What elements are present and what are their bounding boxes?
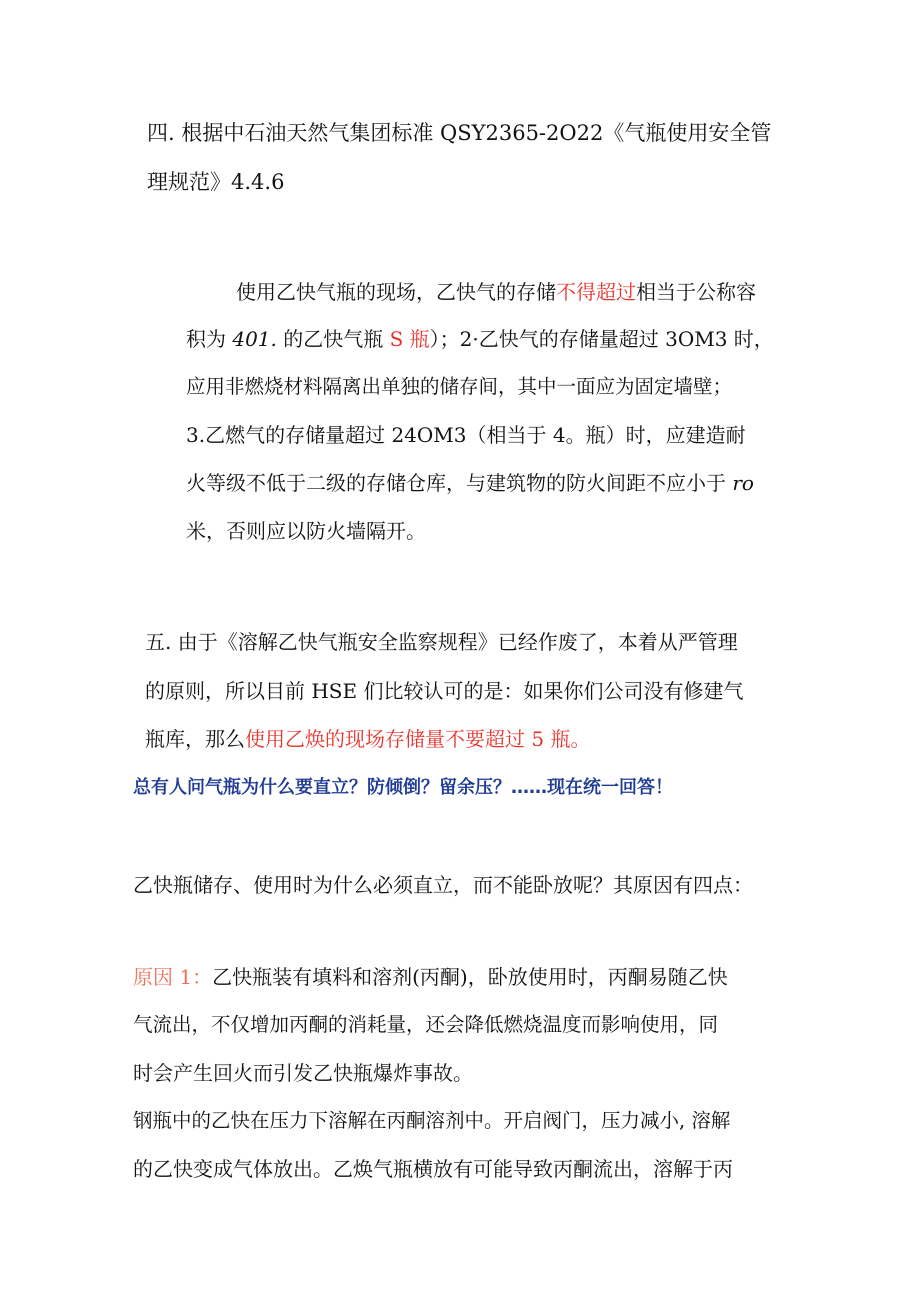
reason1-line1 [133, 967, 728, 987]
section5-line2: 的原则，所以目前 HSE 们比较认可的是：如果你们公司没有修建气 [145, 679, 744, 703]
text-run: 使用乙快气瓶的现场，乙快气的存储 [236, 280, 556, 304]
section5-line3 [145, 729, 590, 749]
section5-line1: 五. 由于《溶解乙快气瓶安全监察规程》已经作废了，本着从严管理 [145, 630, 738, 654]
text-run: 相当于公称容 [636, 280, 756, 304]
section4-para-line4: 3.乙燃气的存储量超过 24OM3（相当于 4。瓶）时，应建造耐 [186, 423, 746, 447]
text-run: 的乙快气瓶 [276, 327, 390, 351]
italic-text: 401. [232, 327, 277, 351]
question-line: 乙快瓶储存、使用时为什么必须直立，而不能卧放呢？其原因有四点： [133, 873, 753, 897]
text-run: ）；2·乙快气的存储量超过 3OM3 时， [429, 327, 774, 351]
reason-label: 原因 1： [133, 965, 213, 989]
reason1-line3: 时会产生回火而引发乙快瓶爆炸事故。 [133, 1061, 473, 1085]
section4-para-line5 [186, 473, 754, 493]
section4-para-line6: 米，否则应以防火墙隔开。 [186, 519, 426, 543]
section4-heading-line2: 理规范》4.4.6 [147, 170, 285, 194]
section4-para-line1 [236, 282, 756, 302]
text-run: 积为 [186, 327, 233, 351]
italic-text: ro [732, 471, 754, 495]
highlight-text: 不得超过 [556, 280, 636, 304]
highlight-text: 使用乙焕的现场存储量不要超过 5 瓶。 [245, 727, 591, 751]
para-last-line2: 的乙快变成气体放出。乙焕气瓶横放有可能导致丙酮流出，溶解于丙 [133, 1157, 733, 1181]
section4-para-line3: 应用非燃烧材料隔离出单独的储存间，其中一面应为固定墙壁； [186, 375, 733, 398]
text-run: 乙快瓶装有填料和溶剂(丙酮)，卧放使用时，丙酮易随乙快 [212, 965, 728, 989]
text-run: 瓶库，那么 [145, 727, 245, 751]
text-run: 火等级不低于二级的存储仓库，与建筑物的防火间距不应小于 [186, 471, 733, 495]
para-last-line1: 钢瓶中的乙快在压力下溶解在丙酮溶剂中。开启阀门，压力减小, 溶解 [133, 1109, 731, 1132]
section4-para-line2 [186, 329, 774, 349]
section4-heading-line1: 四. 根据中石油天然气集团标准 QSY2365-2O22《气瓶使用安全管 [147, 121, 772, 145]
highlight-text: S 瓶 [389, 327, 430, 351]
reason1-line2: 气流出，不仅增加丙酮的消耗量，还会降低燃烧温度而影响使用，同 [133, 1013, 719, 1036]
blue-banner: 总有人问气瓶为什么要直立？防倾倒？留余压？……现在统一回答！ [133, 777, 673, 798]
